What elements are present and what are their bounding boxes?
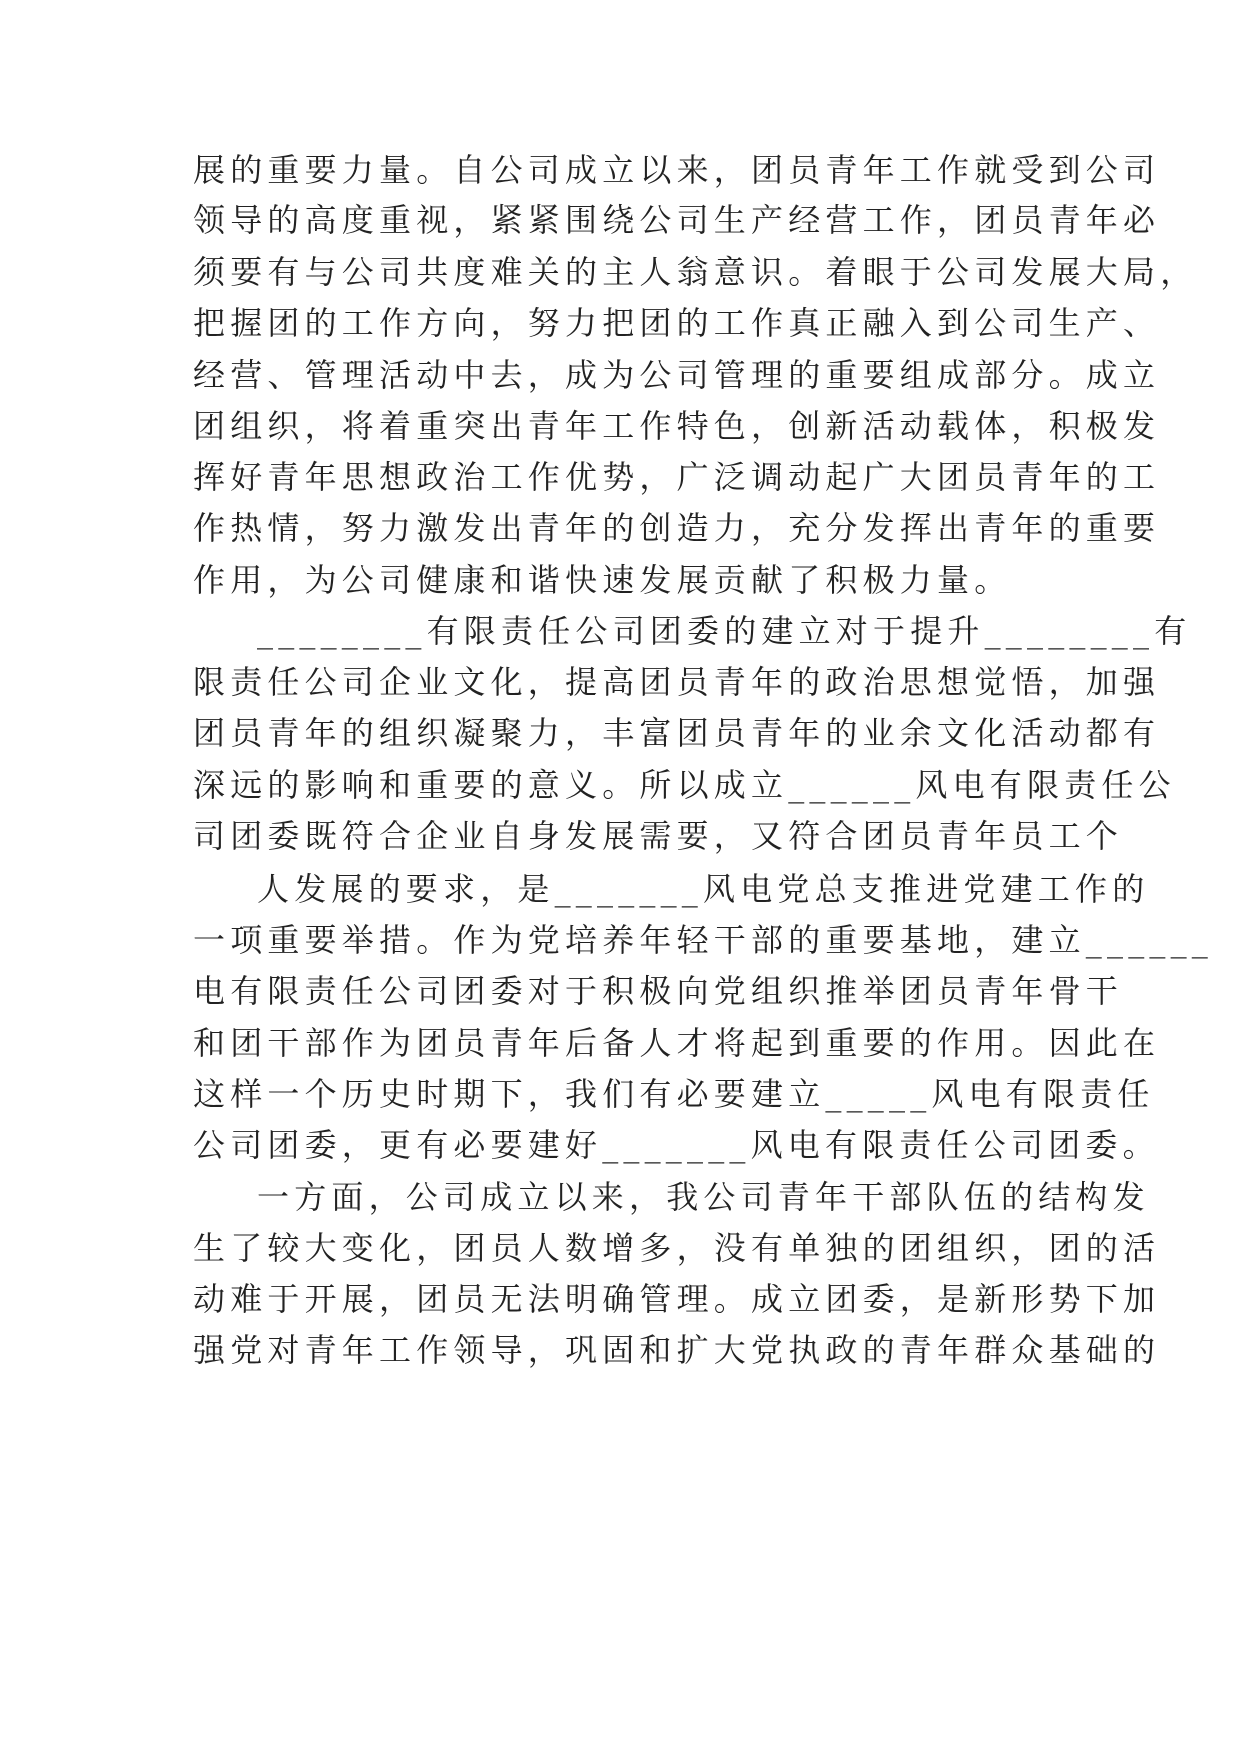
text-line: 公司团委，更有必要建好_______风电有限责任公司团委。 (193, 1126, 1160, 1164)
text-line: 深远的影响和重要的意义。所以成立______风电有限责任公 (193, 766, 1176, 804)
text-line: 领导的高度重视，紧紧围绕公司生产经营工作，团员青年必 (193, 201, 1161, 239)
text-line: 作用，为公司健康和谐快速发展贡献了积极力量。 (193, 561, 1012, 599)
text-line: 团组织，将着重突出青年工作特色，创新活动载体，积极发 (193, 407, 1161, 445)
text-line: 须要有与公司共度难关的主人翁意识。着眼于公司发展大局， (193, 253, 1198, 291)
paragraph-start-line: 人发展的要求，是_______风电党总支推进党建工作的 (257, 870, 1150, 908)
paragraph-start-line: ________有限责任公司团委的建立对于提升________有 (257, 612, 1192, 650)
text-line: 经营、管理活动中去，成为公司管理的重要组成部分。成立 (193, 356, 1161, 394)
text-line: 作热情，努力激发出青年的创造力，充分发挥出青年的重要 (193, 509, 1161, 547)
text-line: 司团委既符合企业自身发展需要，又符合团员青年员工个 (193, 817, 1124, 855)
text-line: 把握团的工作方向，努力把团的工作真正融入到公司生产、 (193, 304, 1161, 342)
paragraph-start-line: 一方面，公司成立以来，我公司青年干部队伍的结构发 (257, 1178, 1150, 1216)
text-line: 生了较大变化，团员人数增多，没有单独的团组织，团的活 (193, 1229, 1161, 1267)
text-line: 团员青年的组织凝聚力，丰富团员青年的业余文化活动都有 (193, 714, 1161, 752)
text-line: 限责任公司企业文化，提高团员青年的政治思想觉悟，加强 (193, 663, 1161, 701)
text-line: 动难于开展，团员无法明确管理。成立团委，是新形势下加 (193, 1280, 1161, 1318)
text-line: 强党对青年工作领导，巩固和扩大党执政的青年群众基础的 (193, 1331, 1161, 1369)
text-line: 和团干部作为团员青年后备人才将起到重要的作用。因此在 (193, 1024, 1161, 1062)
text-line: 电有限责任公司团委对于积极向党组织推举团员青年骨干 (193, 972, 1124, 1010)
text-line: 展的重要力量。自公司成立以来，团员青年工作就受到公司 (193, 151, 1161, 189)
text-line: 这样一个历史时期下，我们有必要建立_____风电有限责任 (193, 1075, 1155, 1113)
text-line: 挥好青年思想政治工作优势，广泛调动起广大团员青年的工 (193, 458, 1161, 496)
text-line: 一项重要举措。作为党培养年轻干部的重要基地，建立______ (193, 921, 1214, 959)
